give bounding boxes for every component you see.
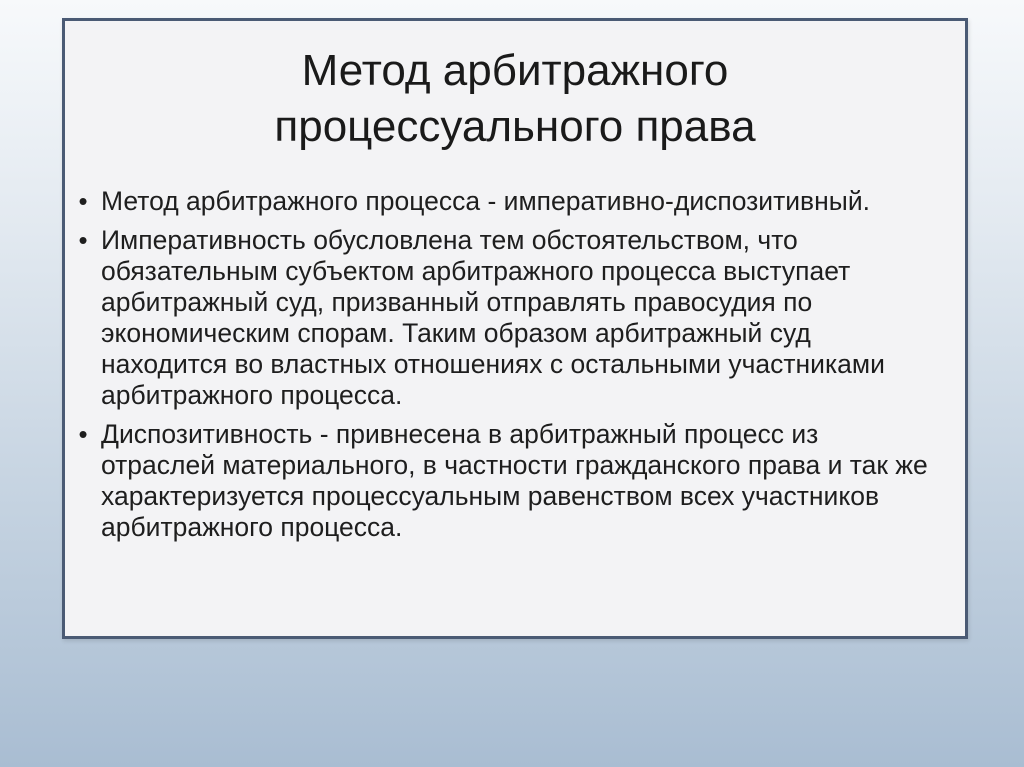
bullet-dot-icon: •	[78, 225, 88, 255]
bullet-list	[65, 186, 965, 551]
bullet-item	[65, 419, 965, 543]
bullet-item	[65, 186, 965, 217]
bullet-dot-icon: •	[78, 419, 88, 449]
slide-title-line-1: Метод арбитражного	[301, 46, 729, 95]
slide-content-frame	[62, 18, 968, 639]
bullet-text: Диспозитивность - привнесена в арбитражный процесс из отраслей материального, в частности гражданского права и так же характеризуется процессуальным равенством всех участников арбитражного процесса.	[101, 419, 928, 542]
slide-title	[65, 43, 965, 155]
bullet-text: Императивность обусловлена тем обстоятельством, что обязательным субъектом арбитражного процесса выступает арбитражный суд, призванный отправлять правосудия по экономическим спорам. Таким образом арбитражный суд находится во властных отношениях с остальными участниками арбитражного процесса.	[101, 225, 885, 410]
bullet-item	[65, 225, 965, 411]
slide-title-line-2: процессуального права	[274, 102, 756, 151]
bullet-text: Метод арбитражного процесса - императивно-диспозитивный.	[101, 186, 870, 216]
bullet-dot-icon: •	[78, 186, 88, 216]
